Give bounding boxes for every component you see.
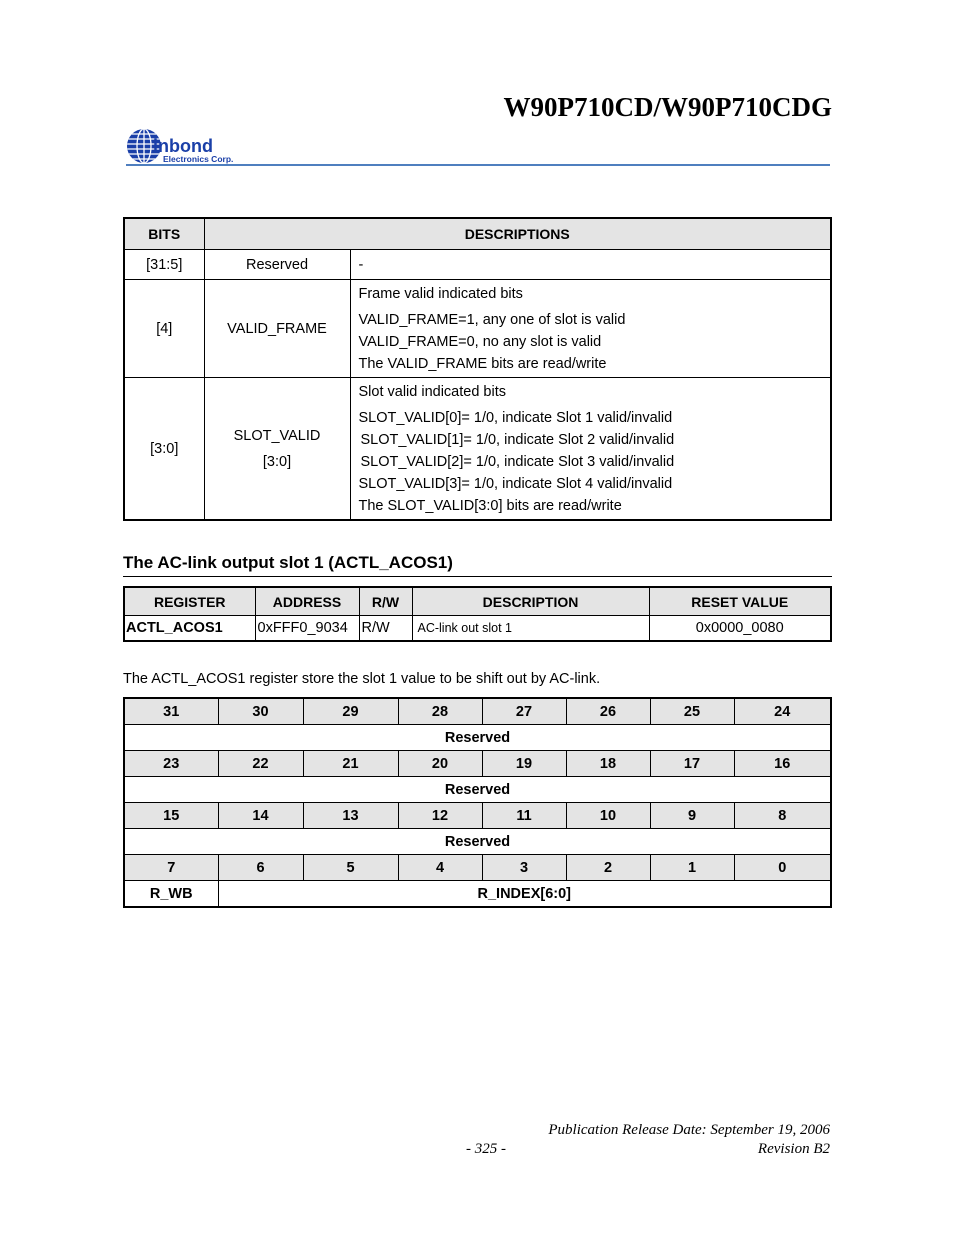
bit-number: 16 — [734, 751, 831, 777]
bit-number: 19 — [482, 751, 566, 777]
bit-number: 11 — [482, 803, 566, 829]
bit-number: 30 — [218, 698, 303, 725]
description-line: Slot valid indicated bits — [358, 383, 506, 400]
bit-number: 6 — [218, 855, 303, 881]
bits-cell: [4] — [124, 280, 204, 378]
descriptions-header: DESCRIPTIONS — [204, 218, 831, 250]
register-rw: R/W — [359, 616, 412, 642]
bit-number-row — [124, 855, 831, 881]
footer-release-date: Publication Release Date: September 19, 2006 — [548, 1122, 830, 1138]
rw-header: R/W — [359, 587, 412, 616]
register-description: AC-link out slot 1 — [412, 616, 649, 642]
bit-number-row — [124, 698, 831, 725]
description-line: SLOT_VALID[0]= 1/0, indicate Slot 1 valid/invalid — [358, 409, 673, 426]
bit-field: Reserved — [124, 725, 831, 751]
bit-number: 12 — [398, 803, 482, 829]
bit-number: 1 — [650, 855, 734, 881]
description-line: The VALID_FRAME bits are read/write — [358, 355, 607, 372]
register-address: 0xFFF0_9034 — [255, 616, 359, 642]
bit-number: 29 — [303, 698, 398, 725]
bitmap-table — [123, 697, 832, 908]
register-header: REGISTER — [124, 587, 255, 616]
bit-number: 8 — [734, 803, 831, 829]
bit-number: 22 — [218, 751, 303, 777]
bit-field-row — [124, 881, 831, 908]
footer-revision: Revision B2 — [757, 1141, 830, 1157]
section-rule — [123, 576, 832, 577]
bit-number: 18 — [566, 751, 650, 777]
description-line: Frame valid indicated bits — [358, 285, 523, 302]
description-line: SLOT_VALID[3]= 1/0, indicate Slot 4 valid/invalid — [358, 475, 673, 492]
field-name-line: [3:0] — [262, 453, 292, 470]
bits-description-table — [123, 217, 832, 521]
bit-number: 28 — [398, 698, 482, 725]
svg-text:Electronics Corp.: Electronics Corp. — [163, 154, 234, 164]
register-name: ACTL_ACOS1 — [124, 616, 255, 642]
bits-cell: [3:0] — [124, 378, 204, 521]
bit-number: 9 — [650, 803, 734, 829]
bit-field: R_INDEX[6:0] — [218, 881, 831, 908]
description-cell — [350, 280, 831, 378]
bit-number: 0 — [734, 855, 831, 881]
address-header: ADDRESS — [255, 587, 359, 616]
bit-number-row — [124, 751, 831, 777]
bit-number: 31 — [124, 698, 218, 725]
bit-number: 17 — [650, 751, 734, 777]
field-name-cell: Reserved — [204, 250, 350, 280]
field-name-cell: VALID_FRAME — [204, 280, 350, 378]
header-rule — [126, 164, 830, 166]
bit-number: 15 — [124, 803, 218, 829]
description-line: VALID_FRAME=0, no any slot is valid — [358, 333, 602, 350]
bit-number: 26 — [566, 698, 650, 725]
table-row — [124, 378, 831, 521]
table-row — [124, 250, 831, 280]
winbond-logo — [126, 125, 256, 167]
description-cell — [350, 378, 831, 521]
bit-field: R_WB — [124, 881, 218, 908]
description-line: SLOT_VALID[1]= 1/0, indicate Slot 2 valid/invalid — [360, 431, 675, 448]
bit-number: 24 — [734, 698, 831, 725]
svg-text:inbond: inbond — [153, 136, 213, 156]
description-line: VALID_FRAME=1, any one of slot is valid — [358, 311, 626, 328]
bit-field: Reserved — [124, 829, 831, 855]
bit-number: 23 — [124, 751, 218, 777]
description-line: The SLOT_VALID[3:0] bits are read/write — [358, 497, 622, 514]
bits-header: BITS — [124, 218, 204, 250]
bit-number: 13 — [303, 803, 398, 829]
bit-field-row — [124, 725, 831, 751]
bit-number: 20 — [398, 751, 482, 777]
bit-field-row — [124, 777, 831, 803]
bit-number: 10 — [566, 803, 650, 829]
bit-number: 14 — [218, 803, 303, 829]
bit-number: 27 — [482, 698, 566, 725]
description-cell: - — [350, 250, 831, 280]
description-header: DESCRIPTION — [412, 587, 649, 616]
register-table — [123, 586, 832, 642]
reset-value-header: RESET VALUE — [649, 587, 831, 616]
bit-number: 21 — [303, 751, 398, 777]
bit-field: Reserved — [124, 777, 831, 803]
bit-number: 4 — [398, 855, 482, 881]
bit-field-row — [124, 829, 831, 855]
bit-number: 3 — [482, 855, 566, 881]
bit-number: 2 — [566, 855, 650, 881]
register-paragraph: The ACTL_ACOS1 register store the slot 1 value to be shift out by AC-link. — [123, 671, 601, 687]
section-heading: The AC-link output slot 1 (ACTL_ACOS1) — [123, 553, 453, 572]
field-name-line: SLOT_VALID — [233, 427, 321, 444]
bit-number: 7 — [124, 855, 218, 881]
table-row — [124, 616, 831, 642]
field-name-cell — [204, 378, 350, 521]
bit-number: 5 — [303, 855, 398, 881]
footer-page-number: - 325 - — [466, 1141, 506, 1157]
table-row — [124, 280, 831, 378]
bit-number: 25 — [650, 698, 734, 725]
bits-cell: [31:5] — [124, 250, 204, 280]
register-reset-value: 0x0000_0080 — [649, 616, 831, 642]
document-title: W90P710CD/W90P710CDG — [503, 92, 832, 122]
description-line: SLOT_VALID[2]= 1/0, indicate Slot 3 valid/invalid — [360, 453, 675, 470]
bit-number-row — [124, 803, 831, 829]
